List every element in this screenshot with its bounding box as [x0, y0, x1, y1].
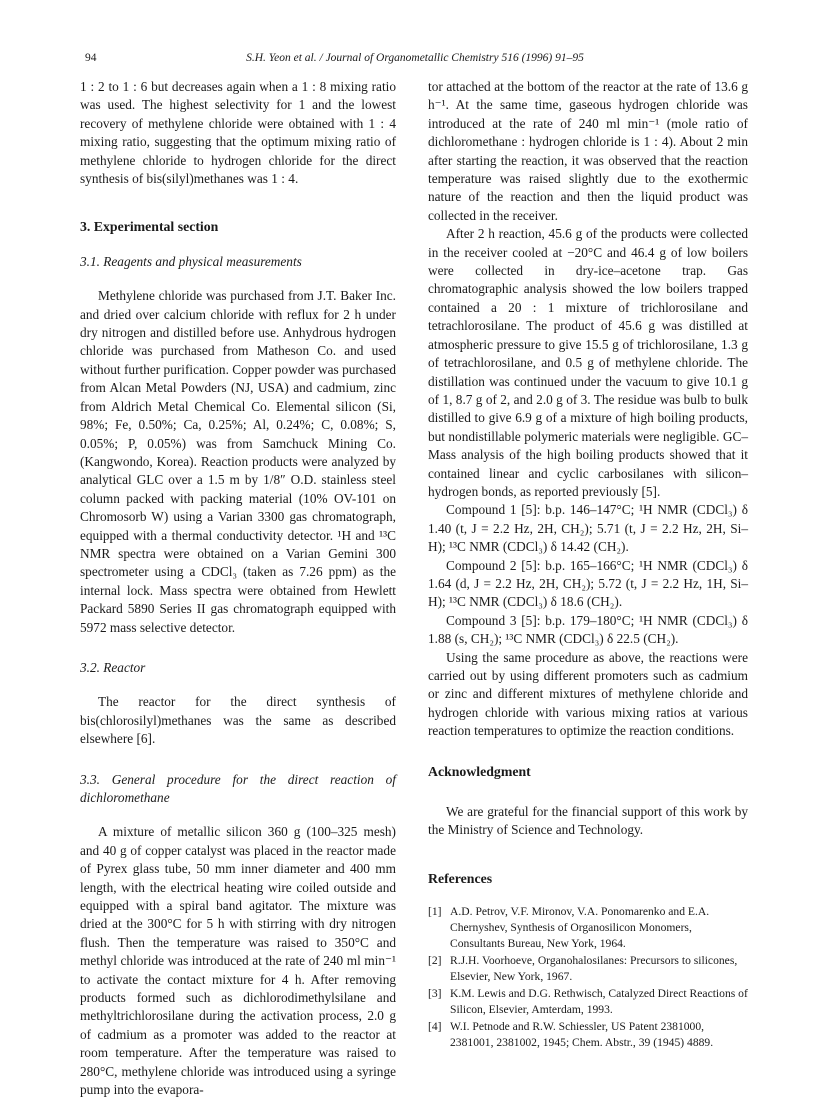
- running-header: [85, 52, 745, 70]
- results-paragraph: After 2 h reaction, 45.6 g of the products were collected in the receiver cooled at −20°C and 46.4 g of low boilers were collected in dry-ice–acetone trap. Gas chromatographic analysis showed the low boilers trapped contained a 20 : 1 mixture of trichlorosilane and tetrachlorosilane. The product of 45.6 g was distilled at atmospheric pressure to give 15.5 g of trichlorosilane, 1.3 g of tetrachlorosilane, and 0.5 g of methylene chloride. The distillation was continued under the vacuum to give 10.1 g of 1, 8.7 g of 2, and 2.0 g of 3. The residue was bulb to bulk distilled to give 6.9 g of a mixture of high boiling products, but nondistillable polymeric materials were negligible. GC–Mass analysis of the high boiling products showed that it contained linear and cyclic carbosilanes with silicon–hydrogen bonds, as reported previously [5].: [428, 226, 748, 499]
- final-paragraph: Using the same procedure as above, the reactions were carried out by using different promoters such as cadmium or zinc and different mixtures of methylene chloride and hydrogen chloride with various mixing ratios at various reaction temperatures to optimize the reaction conditions.: [428, 649, 748, 739]
- right-column: [428, 78, 748, 1052]
- reference-number: [2]: [428, 954, 442, 968]
- subsection-title-reagents: 3.1. Reagents and physical measurements: [80, 253, 302, 269]
- running-title: S.H. Yeon et al. / Journal of Organometallic Chemistry 516 (1996) 91–95: [246, 52, 584, 64]
- reference-text: A.D. Petrov, V.F. Mironov, V.A. Ponomarenko and E.A. Chernyshev, Synthesis of Organosilicon Monomers, Consultants Bureau, New York, 1964.: [450, 905, 710, 951]
- compound-1-data: Compound 1 [5]: b.p. 146–147°C; ¹H NMR (CDCl₃) δ 1.40 (t, J = 2.2 Hz, 2H, CH₂); 5.71 (t, J = 2.2 Hz, 2H, Si–H); ¹³C NMR (CDCl₃) δ 14.42 (CH₂).: [428, 502, 748, 555]
- left-column: [80, 78, 396, 1100]
- reference-list: [428, 904, 748, 1051]
- compound-3-data: Compound 3 [5]: b.p. 179–180°C; ¹H NMR (CDCl₃) δ 1.88 (s, CH₂); ¹³C NMR (CDCl₃) δ 22.5 (CH₂).: [428, 612, 748, 647]
- reference-item: [428, 953, 748, 985]
- page-number: 94: [85, 52, 97, 64]
- reference-number: [4]: [428, 1020, 442, 1034]
- subsection-title-procedure: 3.3. General procedure for the direct reaction of dichloromethane: [80, 771, 396, 805]
- intro-paragraph: 1 : 2 to 1 : 6 but decreases again when a 1 : 8 mixing ratio was used. The highest selectivity for 1 and the lowest recovery of methylene chloride were obtained with 1 : 4 mixing ratio, suggesting that the optimum mixing ratio of methylene chloride to hydrogen chloride for the direct synthesis of bis(silyl)methanes was 1 : 4.: [80, 79, 396, 187]
- reference-item: [428, 904, 748, 952]
- reference-text: R.J.H. Voorhoeve, Organohalosilanes: Precursors to silicones, Elsevier, New York, 1967.: [450, 954, 738, 984]
- reference-item: [428, 1019, 748, 1051]
- continued-paragraph: tor attached at the bottom of the reactor at the rate of 13.6 g h⁻¹. At the same time, gaseous hydrogen chloride was introduced at the rate of 240 ml min⁻¹ (mole ratio of dichloromethane : hydrogen chloride is 1 : 4). About 2 min after starting the reaction, it was observed that the reaction temperature was raised slightly due to the exothermic nature of the reaction and then the liquid product was collected in the receiver.: [428, 79, 748, 223]
- reference-text: K.M. Lewis and D.G. Rethwisch, Catalyzed Direct Reactions of Silicon, Elsevier, Amterdam, 1993.: [450, 987, 748, 1017]
- procedure-paragraph: A mixture of metallic silicon 360 g (100–325 mesh) and 40 g of copper catalyst was placed in the reactor made of Pyrex glass tube, 50 mm inner diameter and 400 mm length, with the electrical heating wire coiled outside and equipped with a spiral band agitator. The mixture was dried at the 300°C for 5 h with stirring with dry nitrogen flush. Then the temperature was raised to 350°C and methyl chloride was introduced at the rate of 240 ml min⁻¹ to activate the contact mixture for 4 h. After removing products formed such as dichlorodimethylsilane and methyltrichlorosilane during the activation process, 2.0 g of cadmium as a promoter was added to the reactor at room temperature. After the temperature was raised to 280°C, methylene chloride was introduced using a syringe pump into the evapora-: [80, 824, 396, 1098]
- compound-2-data: Compound 2 [5]: b.p. 165–166°C; ¹H NMR (CDCl₃) δ 1.64 (d, J = 2.2 Hz, 2H, CH₂); 5.72 (t, J = 2.2 Hz, 1H, Si–H); ¹³C NMR (CDCl₃) δ 18.6 (CH₂).: [428, 557, 748, 610]
- reagents-paragraph: Methylene chloride was purchased from J.T. Baker Inc. and dried over calcium chloride with reflux for 2 h under dry nitrogen and distilled before use. Anhydrous hydrogen chloride was purchased from Matheson Co. and used without further purification. Copper powder was purchased from Alcan Metal Powders (NJ, USA) and cadmium, zinc from Aldrich Metal Chemical Co. Elemental silicon (Si, 98%; Fe, 0.50%; Ca, 0.25%; Al, 0.24%; C, 0.08%; S, 0.05%; P, 0.05%) was from Samchuck Mining Co. (Kangwondo, Korea). Reaction products were analyzed by analytical GLC over a 1.5 m by 1/8″ O.D. stainless steel column packed with packing material (10% OV-101 on Chromosorb W) using a Varian 3300 gas chromatograph, equipped with a thermal conductivity detector. ¹H and ¹³C NMR spectra were obtained on a Varian Gemini 300 spectrometer using a CDCl₃ (taken as 7.26 ppm) as the internal lock. Mass spectra were obtained from Hewlett Packard 5890 Series II gas chromatograph equipped with 5972 mass selective detector.: [80, 288, 396, 635]
- section-title: 3. Experimental section: [80, 219, 219, 235]
- reference-number: [3]: [428, 987, 442, 1001]
- acknowledgment-text: We are grateful for the financial support of this work by the Ministry of Science and Technology.: [428, 804, 748, 838]
- reference-text: W.I. Petnode and R.W. Schiessler, US Patent 2381000, 2381001, 2381002, 1945; Chem. Abstr., 39 (1945) 4889.: [450, 1020, 714, 1050]
- reference-item: [428, 986, 748, 1018]
- subsection-title-reactor: 3.2. Reactor: [80, 659, 146, 675]
- references-title: References: [428, 870, 493, 886]
- reference-number: [1]: [428, 905, 442, 919]
- acknowledgment-title: Acknowledgment: [428, 763, 531, 779]
- reactor-paragraph: The reactor for the direct synthesis of bis(chlorosilyl)methanes was the same as described elsewhere [6].: [80, 694, 396, 747]
